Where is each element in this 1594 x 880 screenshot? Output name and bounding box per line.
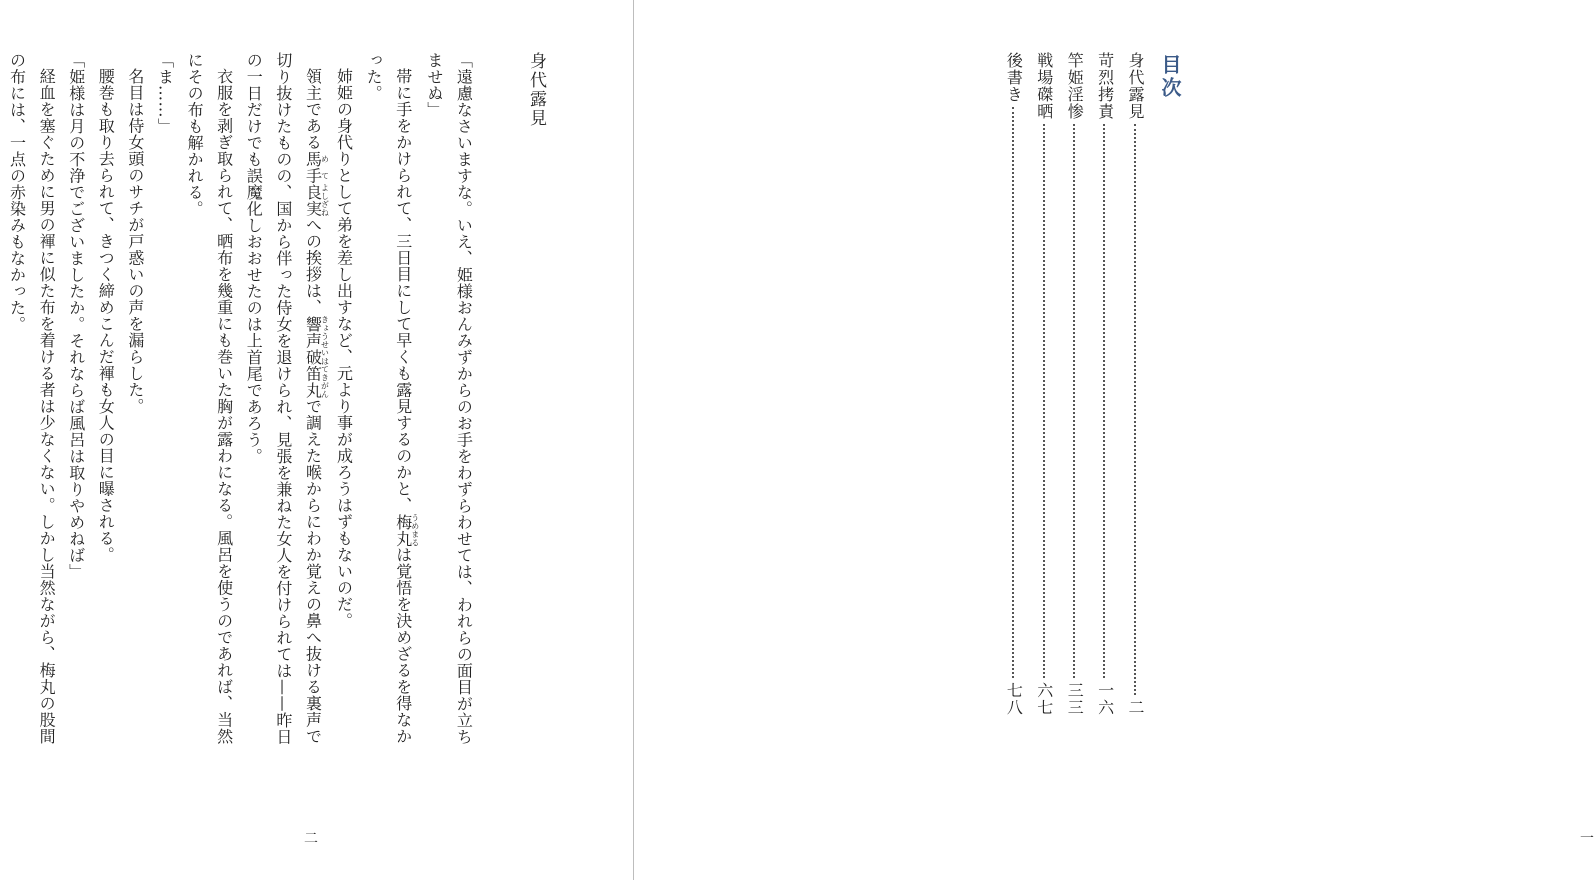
paragraph-4: 領主である馬手めて良実よしざねへの挨拶は、響声破笛丸きょうせいはてきがんで調えた喉からにわか覚えの鼻へ抜ける裏声で切り抜けたものの、国から伴った侍女を退けられ、見張を兼ねた女人を付けられては——昨日の一日だけでも誤魔化しおおせたのは上首尾であろう。 — [244, 52, 330, 745]
paragraph-6: 「ま……」 — [155, 52, 175, 135]
toc-entry-page: 三三 — [1065, 682, 1085, 716]
paragraph-9: 「姫様は月の不浄でございましたか。それならば風呂は取りやめねば」 — [66, 52, 86, 580]
paragraph-5: 衣服を剥ぎ取られて、晒布を幾重にも巻いた胸が露わになる。風呂を使うのであれば、当然にその布も解かれる。 — [185, 52, 234, 745]
toc-entry[interactable] — [998, 52, 1028, 716]
paragraph-3: 姉姫の身代りとして弟を差し出すなど、元より事が成ろうはずもないのだ。 — [334, 68, 354, 629]
body-text — [7, 52, 550, 752]
table-of-contents — [1005, 52, 1185, 742]
left-page — [0, 0, 634, 880]
toc-title: 目次 — [1158, 54, 1182, 100]
toc-entry[interactable] — [1059, 52, 1089, 716]
paragraph-1: 「遠慮なさいますな。いえ、姫様おんみずからのお手をわずらわせては、われらの面目が立ちませぬ」 — [424, 52, 474, 745]
paragraph-10: 経血を塞ぐために男の褌に似た布を着ける者は少なくない。しかし当然ながら、梅丸の股間の布には、一点の赤染みもなかった。 — [7, 52, 57, 745]
toc-dot-leader — [1134, 124, 1136, 695]
ruby-yoshizane: 良実よしざね — [303, 183, 330, 217]
toc-entry-page: 二 — [1126, 699, 1145, 716]
toc-entry[interactable] — [1028, 52, 1058, 716]
ruby-umemaru: 梅丸うめまる — [393, 513, 420, 547]
paragraph-2: 帯に手をかけられて、三日目にして早くも露見するのかと、梅丸うめまるは覚悟を決めざるを得なかった。 — [364, 52, 420, 745]
toc-entry-page: 七八 — [1004, 682, 1024, 716]
toc-entry[interactable] — [1089, 52, 1119, 716]
toc-entry-page: 六七 — [1034, 682, 1054, 716]
page-number-right: 一 — [1580, 831, 1594, 847]
toc-entry-label: 竿姫淫惨 — [1065, 52, 1085, 120]
toc-entry-page: 一六 — [1095, 682, 1115, 716]
paragraph-7: 名目は侍女頭のサチが戸惑いの声を漏らした。 — [125, 68, 145, 415]
toc-entry-label: 後書き — [1004, 52, 1024, 103]
paragraph-8: 腰巻も取り去られて、きつく締めこんだ褌も女人の目に曝される。 — [96, 68, 116, 563]
toc-entry-label: 戦場磔晒 — [1034, 52, 1054, 120]
ruby-mete: 馬手めて — [303, 150, 330, 184]
title-gap — [478, 52, 506, 752]
toc-dot-leader — [1043, 124, 1045, 678]
page-number-left: 二 — [304, 831, 318, 847]
chapter-title: 身代露見 — [526, 52, 546, 128]
ruby-kyousei: 響声破笛丸きょうせいはてきがん — [303, 315, 330, 398]
toc-entry[interactable] — [1120, 52, 1150, 716]
toc-dot-leader — [1073, 124, 1075, 678]
toc-entry-label: 身代露見 — [1126, 52, 1145, 120]
toc-entry-label: 苛烈拷責 — [1095, 52, 1115, 120]
toc-dot-leader — [1103, 124, 1105, 678]
toc-dot-leader — [1012, 107, 1014, 678]
